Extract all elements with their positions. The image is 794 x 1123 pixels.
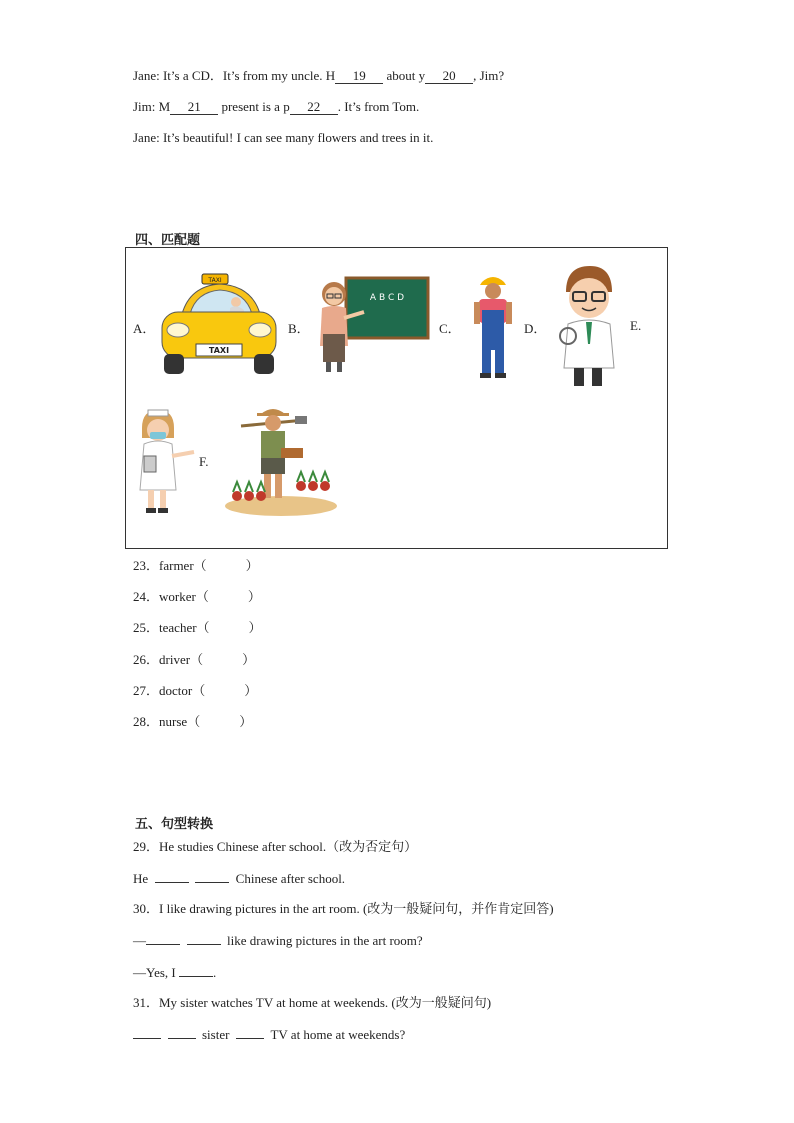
answer-text: — — [133, 933, 146, 948]
answer-parentheses[interactable]: （ ） — [195, 589, 261, 604]
answer-29 — [133, 870, 345, 887]
answer-blank[interactable] — [146, 932, 180, 945]
question-word: worker — [159, 589, 196, 604]
nurse-picture — [136, 408, 196, 518]
label-c: C． — [439, 321, 461, 336]
matching-picture-box — [125, 247, 668, 549]
section-title-matching: 四、匹配题 — [135, 233, 201, 248]
question-27 — [133, 683, 257, 699]
answer-blank[interactable] — [195, 870, 229, 883]
answer-text: like drawing pictures in the art room? — [227, 933, 423, 948]
taxi-roof-sign: TAXI — [208, 277, 222, 284]
question-number: 28． — [133, 714, 160, 729]
section-title-sentence-transform: 五、句型转换 — [135, 817, 214, 832]
answer-blank[interactable] — [168, 1026, 196, 1039]
answer-text: Chinese after school. — [235, 871, 346, 886]
label-f: F. — [199, 454, 209, 469]
taxi-picture — [160, 272, 280, 378]
blank-20[interactable]: 20 — [425, 69, 473, 84]
answer-text: He — [133, 871, 149, 886]
question-number: 25． — [133, 620, 160, 635]
answer-blank[interactable] — [133, 1026, 161, 1039]
question-28 — [133, 714, 252, 730]
question-number: 23． — [133, 558, 160, 573]
answer-parentheses[interactable]: （ ） — [190, 652, 256, 667]
answer-text: —Yes, I — [133, 965, 176, 980]
dialogue-line-2 — [133, 99, 419, 115]
answer-blank[interactable] — [155, 870, 189, 883]
answer-parentheses[interactable]: （ ） — [196, 620, 262, 635]
question-30: 30．I like drawing pictures in the art room. (改为一般疑问句，并作肯定回答) — [133, 901, 554, 916]
line-text: present is a p — [218, 99, 290, 114]
question-word: farmer — [159, 558, 194, 573]
question-number: 27． — [133, 683, 160, 698]
worker-picture — [470, 272, 516, 380]
question-number: 26． — [133, 652, 160, 667]
answer-30-question — [133, 932, 423, 949]
blank-19[interactable]: 19 — [335, 69, 383, 84]
answer-text: . — [213, 965, 217, 980]
question-word: nurse — [159, 714, 188, 729]
question-number: 24． — [133, 589, 160, 604]
question-word: doctor — [159, 683, 193, 698]
answer-parentheses[interactable]: （ ） — [193, 558, 259, 573]
question-word: driver — [159, 652, 191, 667]
label-d: D． — [524, 321, 547, 336]
line-text: , Jim? — [473, 68, 505, 83]
teacher-picture — [314, 276, 430, 376]
answer-text: sister — [202, 1027, 230, 1042]
blank-22[interactable]: 22 — [290, 100, 338, 115]
blank-21[interactable]: 21 — [170, 100, 218, 115]
line-text: about y — [383, 68, 426, 83]
question-23 — [133, 558, 259, 574]
question-29: 29．He studies Chinese after school.（改为否定句） — [133, 839, 418, 854]
dialogue-line-3: Jane: It’s beautiful! I can see many flowers and trees in it. — [133, 130, 434, 145]
answer-blank[interactable] — [179, 964, 213, 977]
answer-blank[interactable] — [187, 932, 221, 945]
answer-blank[interactable] — [236, 1026, 264, 1039]
answer-parentheses[interactable]: （ ） — [187, 714, 253, 729]
line-text: Jim: M — [133, 99, 171, 114]
question-31: 31．My sister watches TV at home at weekends. (改为一般疑问句) — [133, 995, 492, 1010]
question-26 — [133, 652, 255, 668]
taxi-plate-text: TAXI — [208, 346, 230, 355]
question-25 — [133, 620, 262, 636]
line-text: . It’s from Tom. — [337, 99, 420, 114]
blackboard-text: A B C D — [369, 293, 405, 303]
answer-parentheses[interactable]: （ ） — [192, 683, 258, 698]
question-word: teacher — [159, 620, 197, 635]
answer-30-reply — [133, 964, 216, 981]
question-24 — [133, 589, 261, 605]
farmer-picture — [223, 406, 339, 518]
label-a: A． — [133, 321, 156, 336]
label-e: E. — [630, 318, 642, 333]
dialogue-line-1 — [133, 68, 504, 84]
answer-31 — [133, 1026, 405, 1043]
answer-text: TV at home at weekends? — [270, 1027, 406, 1042]
line-text: Jane: It’s a CD．It’s from my uncle. H — [133, 68, 336, 83]
doctor-picture — [556, 264, 620, 390]
label-b: B． — [288, 321, 310, 336]
